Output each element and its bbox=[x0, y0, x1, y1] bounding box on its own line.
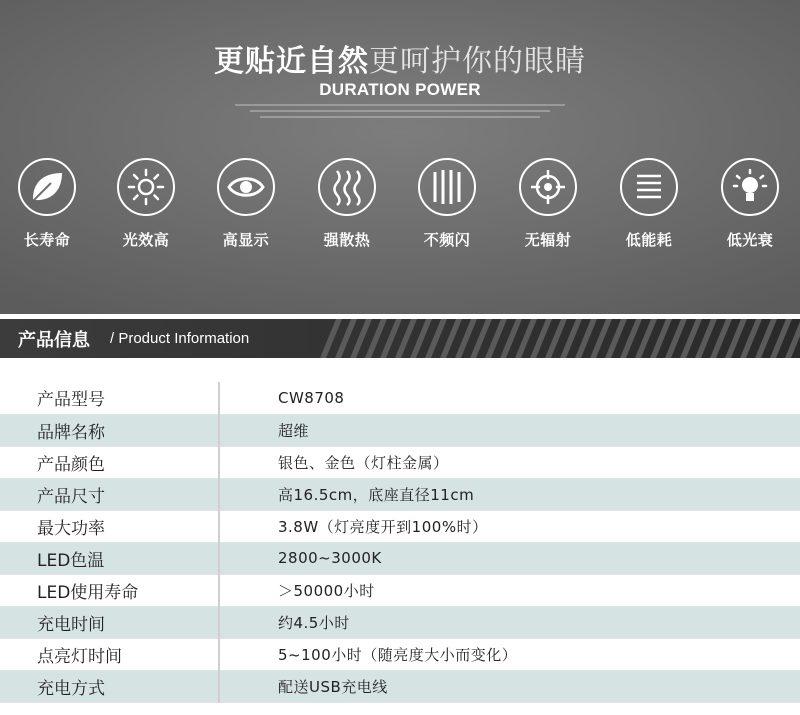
feature-item bbox=[498, 158, 598, 250]
spec-key: LED使用寿命 bbox=[0, 574, 219, 606]
hero-fineprint bbox=[225, 104, 575, 122]
bulb-icon bbox=[721, 158, 779, 216]
spec-row bbox=[0, 478, 800, 510]
decorative-stripes bbox=[320, 319, 800, 358]
vertical-lines-icon bbox=[418, 158, 476, 216]
heat-waves-icon bbox=[318, 158, 376, 216]
hero-banner bbox=[0, 0, 800, 314]
spec-value: CW8708 bbox=[219, 382, 800, 414]
spec-value: 超维 bbox=[219, 414, 800, 446]
spec-row bbox=[0, 414, 800, 446]
feature-item bbox=[196, 158, 296, 250]
feature-label: 高显示 bbox=[222, 231, 270, 249]
feature-item bbox=[599, 158, 699, 250]
sun-icon bbox=[117, 158, 175, 216]
spec-row bbox=[0, 446, 800, 478]
spec-row bbox=[0, 606, 800, 638]
lines-icon bbox=[620, 158, 678, 216]
spec-row bbox=[0, 574, 800, 606]
spec-value: 约4.5小时 bbox=[219, 606, 800, 638]
spec-value: 高16.5cm，底座直径11cm bbox=[219, 478, 800, 510]
feature-row bbox=[0, 158, 800, 258]
spec-value: 配送USB充电线 bbox=[219, 670, 800, 702]
spec-key: 品牌名称 bbox=[0, 414, 219, 446]
hero-subhead: DURATION POWER bbox=[319, 80, 481, 99]
spec-row bbox=[0, 638, 800, 670]
hero-headline bbox=[0, 36, 800, 80]
headline-light: 更呵护你的眼睛 bbox=[369, 44, 586, 79]
headline-bold: 更贴近自然 bbox=[214, 44, 369, 79]
feature-label: 低能耗 bbox=[625, 231, 673, 249]
feature-item bbox=[700, 158, 800, 250]
section-title: 产品信息 bbox=[18, 330, 90, 351]
feature-label: 不频闪 bbox=[423, 231, 471, 249]
spec-key: 产品颜色 bbox=[0, 446, 219, 478]
feature-label: 光效高 bbox=[122, 231, 170, 249]
feature-label: 长寿命 bbox=[23, 231, 71, 249]
spec-row bbox=[0, 670, 800, 702]
feature-label: 强散热 bbox=[323, 231, 371, 249]
spec-key: 最大功率 bbox=[0, 510, 219, 542]
spec-value: 5~100小时（随亮度大小而变化） bbox=[219, 638, 800, 670]
feature-label: 低光衰 bbox=[726, 231, 774, 249]
feature-item bbox=[96, 158, 196, 250]
feature-item bbox=[397, 158, 497, 250]
spec-key: 产品型号 bbox=[0, 382, 219, 414]
spec-key: LED色温 bbox=[0, 542, 219, 574]
spec-value: 银色、金色（灯柱金属） bbox=[219, 446, 800, 478]
leaf-icon bbox=[18, 158, 76, 216]
eye-icon bbox=[217, 158, 275, 216]
spec-key: 点亮灯时间 bbox=[0, 638, 219, 670]
spec-value: ＞50000小时 bbox=[219, 574, 800, 606]
spec-row bbox=[0, 542, 800, 574]
spec-key: 充电时间 bbox=[0, 606, 219, 638]
section-subtitle: / Product Information bbox=[110, 330, 250, 347]
spec-key: 产品尺寸 bbox=[0, 478, 219, 510]
section-header bbox=[0, 319, 800, 358]
crosshair-icon bbox=[519, 158, 577, 216]
feature-item bbox=[0, 158, 97, 250]
spec-value: 3.8W（灯亮度开到100%时） bbox=[219, 510, 800, 542]
feature-item bbox=[297, 158, 397, 250]
spec-table bbox=[0, 382, 800, 703]
spec-row bbox=[0, 510, 800, 542]
spec-row bbox=[0, 382, 800, 414]
spec-key: 充电方式 bbox=[0, 670, 219, 702]
spec-value: 2800~3000K bbox=[219, 542, 800, 574]
feature-label: 无辐射 bbox=[524, 231, 572, 249]
